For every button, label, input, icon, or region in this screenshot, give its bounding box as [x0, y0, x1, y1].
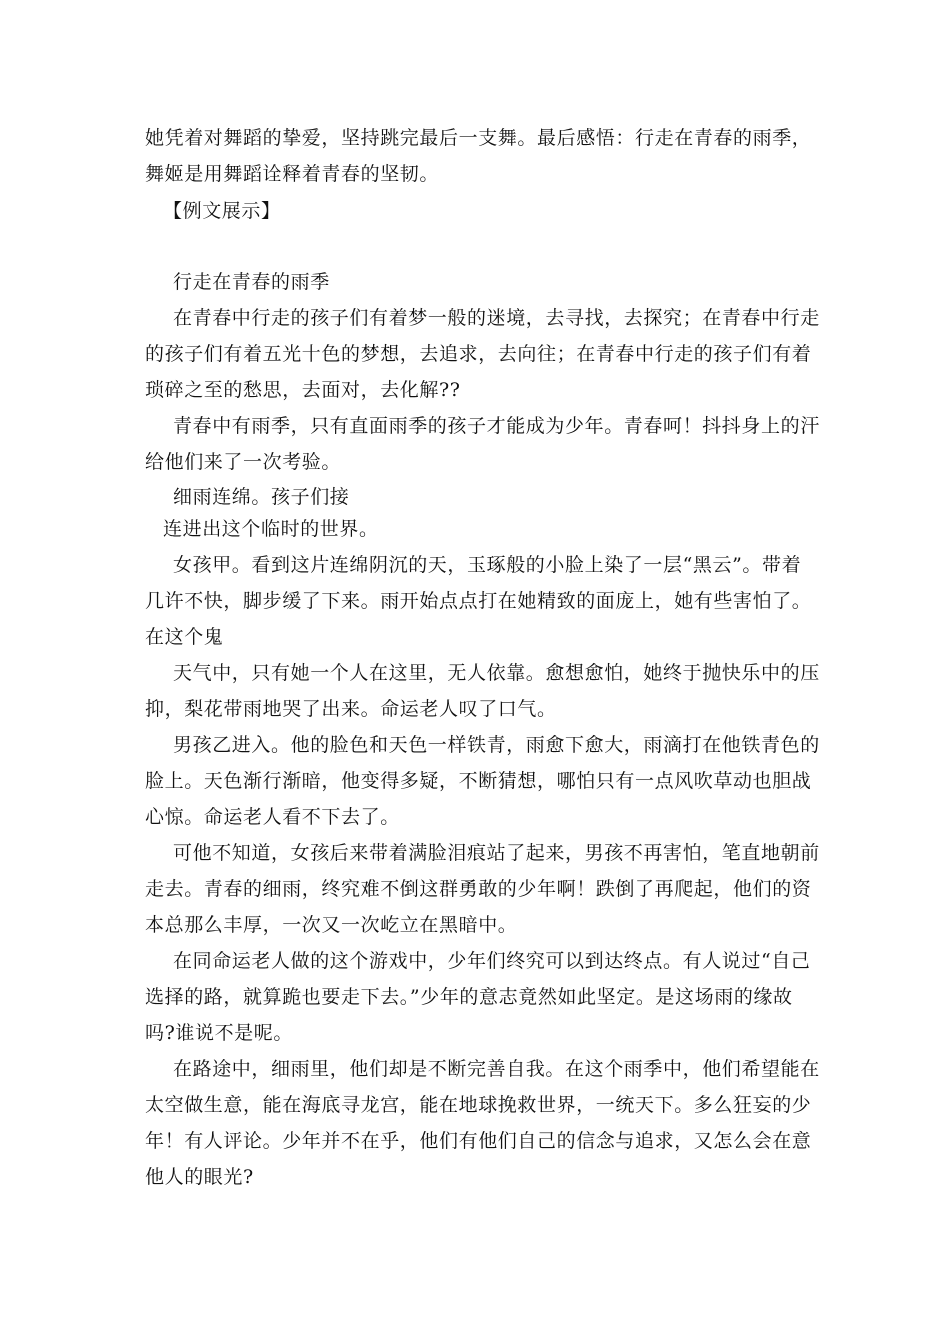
paragraph-line: 抑，梨花带雨地哭了出来。命运老人叹了口气。 — [145, 698, 557, 720]
paragraph-line: 天气中，只有她一个人在这里，无人依靠。愈想愈怕，她终于抛快乐中的压 — [173, 662, 820, 684]
paragraph-line: 他人的眼光? — [145, 1166, 254, 1188]
paragraph-line: 走去。青春的细雨，终究难不倒这群勇敢的少年啊！跌倒了再爬起，他们的资 — [145, 878, 812, 900]
paragraph-line: 吗?谁说不是呢。 — [145, 1022, 293, 1044]
paragraph-line: 几许不快，脚步缓了下来。雨开始点点打在她精致的面庞上，她有些害怕了。 — [145, 590, 812, 612]
paragraph-line: 连进出这个临时的世界。 — [163, 518, 379, 540]
paragraph-line: 她凭着对舞蹈的挚爱，坚持跳完最后一支舞。最后感悟：行走在青春的雨季， — [145, 127, 812, 149]
paragraph-line: 可他不知道，女孩后来带着满脸泪痕站了起来，男孩不再害怕，笔直地朝前 — [173, 842, 820, 864]
paragraph-line: 女孩甲。看到这片连绵阴沉的天，玉琢般的小脸上染了一层“黑云”。带着 — [173, 554, 802, 576]
paragraph-line: 年！有人评论。少年并不在乎，他们有他们自己的信念与追求，又怎么会在意 — [145, 1130, 812, 1152]
paragraph-line: 在路途中，细雨里，他们却是不断完善自我。在这个雨季中，他们希望能在 — [173, 1058, 820, 1080]
paragraph-line: 琐碎之至的愁思，去面对，去化解?? — [145, 379, 461, 401]
paragraph-line: 在青春中行走的孩子们有着梦一般的迷境，去寻找，去探究；在青春中行走 — [173, 307, 820, 329]
section-heading: 【例文展示】 — [163, 200, 281, 222]
paragraph-line: 给他们来了一次考验。 — [145, 451, 342, 473]
paragraph-line: 的孩子们有着五光十色的梦想，去追求，去向往；在青春中行走的孩子们有着 — [145, 343, 812, 365]
paragraph-line: 脸上。天色渐行渐暗，他变得多疑，不断猜想，哪怕只有一点风吹草动也胆战 — [145, 770, 812, 792]
paragraph-line: 选择的路，就算跪也要走下去。”少年的意志竟然如此坚定。是这场雨的缘故 — [145, 986, 793, 1008]
essay-title: 行走在青春的雨季 — [173, 271, 330, 293]
paragraph-line: 心惊。命运老人看不下去了。 — [145, 806, 400, 828]
paragraph-line: 太空做生意，能在海底寻龙宫，能在地球挽救世界，一统天下。多么狂妄的少 — [145, 1094, 812, 1116]
paragraph-line: 舞姬是用舞蹈诠释着青春的坚韧。 — [145, 163, 440, 185]
paragraph-line: 男孩乙进入。他的脸色和天色一样铁青，雨愈下愈大，雨滴打在他铁青色的 — [173, 734, 820, 756]
paragraph-line: 本总那么丰厚，一次又一次屹立在黑暗中。 — [145, 914, 518, 936]
paragraph-line: 在同命运老人做的这个游戏中，少年们终究可以到达终点。有人说过“自己 — [173, 950, 811, 972]
paragraph-line: 青春中有雨季，只有直面雨季的孩子才能成为少年。青春呵！抖抖身上的汗 — [173, 415, 820, 437]
paragraph-line: 细雨连绵。孩子们接 — [173, 486, 350, 508]
paragraph-line: 在这个鬼 — [145, 626, 224, 648]
